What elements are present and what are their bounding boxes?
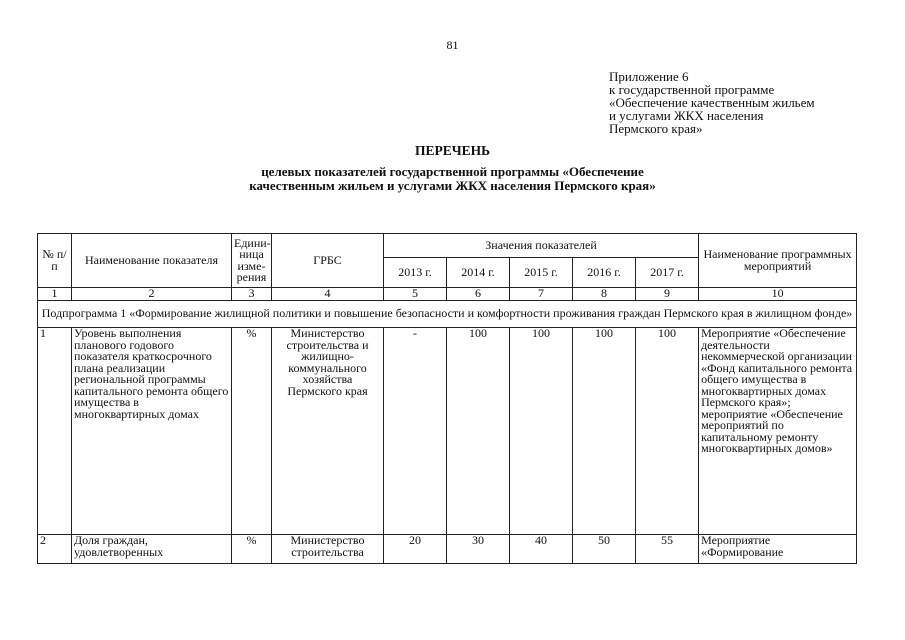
header-grbs: ГРБС [272, 234, 384, 288]
row-name: Доля граждан, удовлетворенных [72, 535, 232, 564]
appendix-line: к государственной программе [609, 82, 775, 97]
table-row [38, 535, 857, 564]
column-number: 10 [699, 288, 857, 301]
row-name: Уровень выполнения планового годового показателя краткосрочного плана реализации региональной программы капитального ремонта общего имущества в многоквартирных домах [72, 328, 232, 535]
appendix-block [609, 70, 815, 135]
header-unit: Едини-ница изме-рения [232, 234, 272, 288]
row-grbs: Министерство строительства [272, 535, 384, 564]
appendix-line: «Обеспечение качественным жильем [609, 95, 815, 110]
row-value: - [384, 328, 447, 535]
header-year: 2014 г. [447, 258, 510, 288]
subtitle-line: целевых показателей государственной программы «Обеспечение [261, 164, 644, 179]
document-subtitle [0, 165, 905, 193]
page-bottom-margin [0, 575, 905, 640]
column-number: 3 [232, 288, 272, 301]
row-num: 2 [38, 535, 72, 564]
row-unit: % [232, 535, 272, 564]
header-year: 2016 г. [573, 258, 636, 288]
subprogram-row: Подпрограмма 1 «Формирование жилищной политики и повышение безопасности и комфортности проживания граждан Пермского края в жилищном фонде» [38, 301, 857, 328]
header-values-group: Значения показателей [384, 234, 699, 258]
row-value: 100 [636, 328, 699, 535]
row-grbs: Министерство строительства и жилищно-коммунального хозяйства Пермского края [272, 328, 384, 535]
row-value: 30 [447, 535, 510, 564]
indicators-table [37, 233, 857, 564]
header-name: Наименование показателя [72, 234, 232, 288]
row-activities: Мероприятие «Обеспечение деятельности некоммерческой организации «Фонд капитального ремонта общего имущества в многоквартирных домах Пермского края»; мероприятие «Обеспечение мероприятий по капитальному ремонту многоквартирных домов» [699, 328, 857, 535]
column-number: 6 [447, 288, 510, 301]
column-number: 2 [72, 288, 232, 301]
subtitle-line: качественным жильем и услугами ЖКХ населения Пермского края» [249, 178, 656, 193]
page-number: 81 [446, 38, 459, 52]
row-value: 40 [510, 535, 573, 564]
appendix-line: и услугами ЖКХ населения [609, 108, 764, 123]
header-num: № п/п [38, 234, 72, 288]
column-number: 8 [573, 288, 636, 301]
appendix-line: Пермского края» [609, 121, 703, 136]
row-value: 100 [447, 328, 510, 535]
column-number: 4 [272, 288, 384, 301]
row-value: 20 [384, 535, 447, 564]
column-number: 9 [636, 288, 699, 301]
column-number: 7 [510, 288, 573, 301]
header-activities: Наименование программных мероприятий [699, 234, 857, 288]
row-activities: Мероприятие «Формирование [699, 535, 857, 564]
document-title: ПЕРЕЧЕНЬ [414, 143, 491, 158]
row-value: 50 [573, 535, 636, 564]
column-number: 1 [38, 288, 72, 301]
table-row [38, 328, 857, 535]
row-num: 1 [38, 328, 72, 535]
row-value: 100 [573, 328, 636, 535]
row-value: 100 [510, 328, 573, 535]
header-year: 2015 г. [510, 258, 573, 288]
row-unit: % [232, 328, 272, 535]
column-number: 5 [384, 288, 447, 301]
header-year: 2013 г. [384, 258, 447, 288]
appendix-line: Приложение 6 [609, 69, 689, 84]
row-value: 55 [636, 535, 699, 564]
header-year: 2017 г. [636, 258, 699, 288]
